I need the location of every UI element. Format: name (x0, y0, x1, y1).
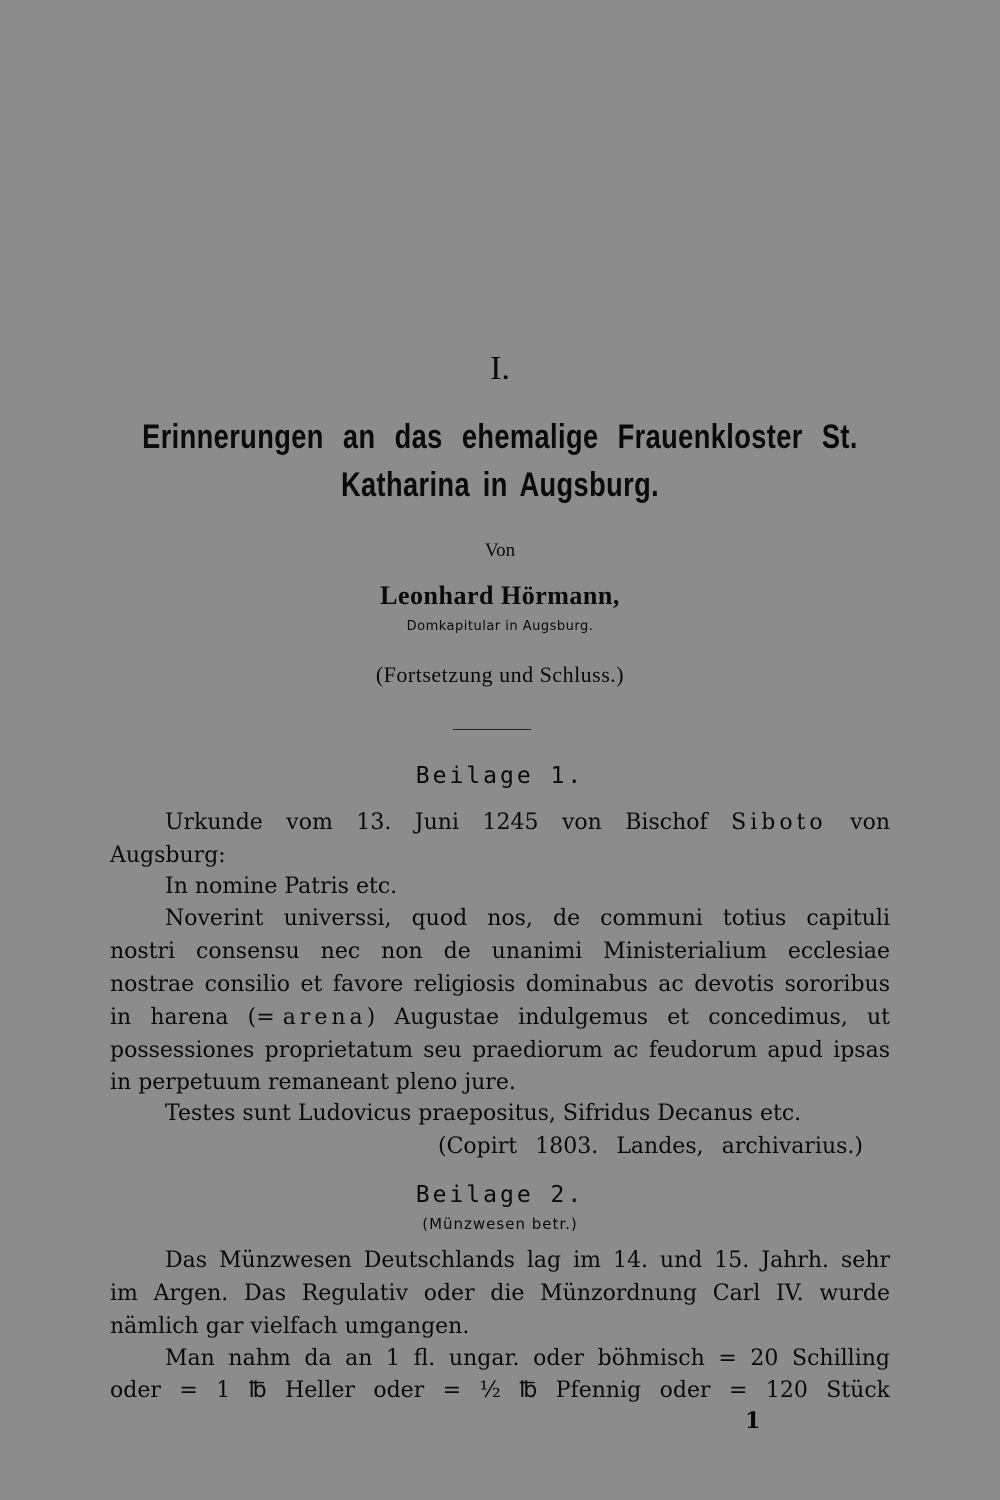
chapter-number: I. (490, 350, 510, 387)
harena-spaced-arena: arena (282, 1005, 367, 1030)
beilage-2-subheading: (Münzwesen betr.) (422, 1215, 578, 1233)
man-nahm-line: Man nahm da an 1 fl. ungar. oder böhmisch = 20 Schilling (165, 1346, 890, 1371)
title-line-1: Erinnerungen an das ehemalige Frauenkloster St. (142, 418, 858, 456)
noverint-line-1: Noverint universsi, quod nos, de communi totius capituli (165, 906, 890, 931)
intro-text-a: Urkunde vom 13. Juni 1245 von Bischof (165, 810, 708, 835)
author-name: Leonhard Hörmann, (380, 581, 620, 610)
title-line-2: Katharina in Augsburg. (340, 466, 660, 504)
harena-text-a: in harena (= (110, 1005, 275, 1030)
beilage-1-intro-line-2: Augsburg: (110, 843, 226, 868)
possessiones-line: possessiones proprietatum seu praediorum ac feudorum apud ipsas (110, 1038, 890, 1063)
in-nomine-line: In nomine Patris etc. (165, 874, 398, 899)
muenzwesen-line-2: im Argen. Das Regulativ oder die Münzordnung Carl IV. wurde (110, 1281, 890, 1306)
harena-line (110, 1005, 890, 1030)
beilage-1-heading: Beilage 1. (415, 763, 585, 789)
testes-line: Testes sunt Ludovicus praepositus, Sifridus Decanus etc. (165, 1101, 802, 1126)
intro-name-siboto: Siboto (731, 810, 827, 835)
muenzwesen-line-3: nämlich gar vielfach umgangen. (110, 1314, 470, 1339)
intro-text-c: von (850, 810, 890, 835)
beilage-1-intro-line-1 (165, 810, 890, 835)
noverint-line-2: nostri consensu nec non de unanimi Ministerialium ecclesiae (110, 939, 890, 964)
continuation-note: (Fortsetzung und Schluss.) (375, 662, 625, 687)
beilage-2-heading: Beilage 2. (415, 1182, 585, 1208)
perpetuum-line: in perpetuum remaneant pleno jure. (110, 1070, 516, 1095)
page-number: 1 (745, 1408, 761, 1434)
copirt-line: (Copirt 1803. Landes, archivarius.) (438, 1134, 863, 1159)
byline-von: Von (484, 540, 516, 561)
harena-text-c: ) Augustae indulgemus et concedimus, ut (366, 1005, 890, 1030)
muenzwesen-line-1: Das Münzwesen Deutschlands lag im 14. und 15. Jahrh. sehr (165, 1248, 890, 1273)
noverint-line-3: nostrae consilio et favore religiosis dominabus ac devotis sororibus (110, 972, 890, 997)
author-affiliation: Domkapitular in Augsburg. (406, 619, 594, 634)
separator-rule (453, 729, 531, 730)
oder-heller-line: oder = 1 ℔ Heller oder = ½ ℔ Pfennig oder = 120 Stück (110, 1378, 890, 1403)
